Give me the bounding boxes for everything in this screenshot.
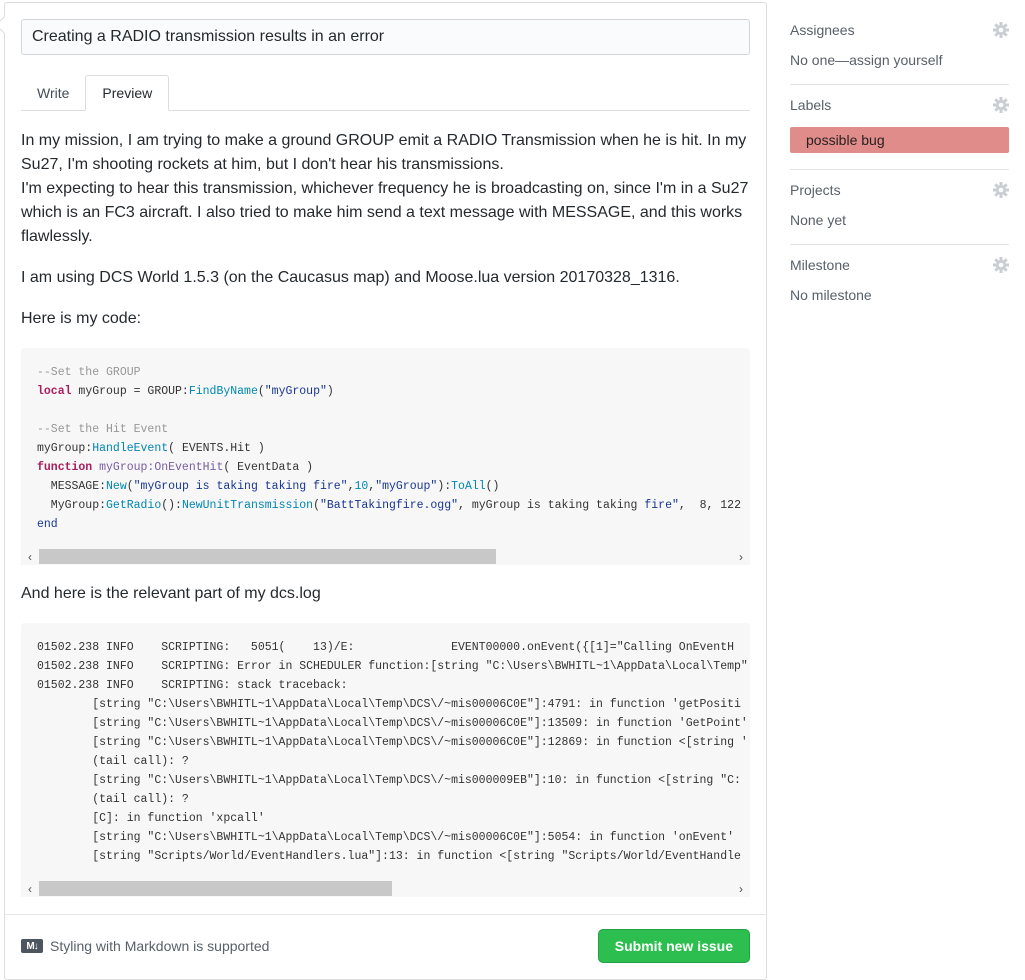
sidebar-section-projects	[790, 170, 1009, 245]
assignees-title: Assignees	[790, 22, 855, 38]
issue-form-footer	[5, 914, 766, 963]
log-block-hscrollbar	[21, 880, 750, 897]
scroll-right-icon[interactable]: ›	[732, 880, 750, 897]
preview-rendered-body	[21, 111, 750, 897]
scroll-right-icon[interactable]: ›	[732, 548, 750, 565]
code-scrollbar-thumb[interactable]	[39, 549, 496, 564]
labels-title: Labels	[790, 97, 832, 113]
code-block	[21, 348, 750, 565]
sidebar-section-assignees	[790, 10, 1009, 85]
sidebar-section-milestone	[790, 245, 1009, 319]
issue-body-intro: In my mission, I am trying to make a ground GROUP emit a RADIO Transmission when he is hit. In my Su27, I'm shooting rockets at him, but I don't hear his transmissions. I'm expecting to hear this transmission, whichever frequency he is broadcasting on, since I'm in a Su27 which is an FC3 aircraft. I also tried to make him send a text message with MESSAGE, and this works flawlessly.	[21, 132, 749, 245]
write-preview-tabnav	[21, 75, 750, 111]
submit-new-issue-button[interactable]: Submit new issue	[598, 929, 750, 963]
gear-icon[interactable]	[993, 97, 1009, 113]
code-scrollbar-track[interactable]	[39, 548, 732, 565]
code-block-code: --Set the GROUP local myGroup = GROUP:FindByName("myGroup") --Set the Hit Event myGroup:HandleEvent( EVENTS.Hit ) function myGroup:OnEventHit( EventData ) MESSAGE:New("myGroup is taking taking fire",10,"myGroup"):ToAll() MyGroup:GetRadio():NewUnitTransmission("BattTakingfire.ogg", myGroup is taking taking fire", 8, 122 end	[37, 366, 741, 531]
gear-icon[interactable]	[993, 22, 1009, 38]
assignees-value[interactable]: No one—assign yourself	[790, 52, 943, 68]
gear-icon[interactable]	[993, 257, 1009, 273]
issue-title-input[interactable]	[21, 19, 750, 55]
tab-preview[interactable]: Preview	[85, 75, 169, 111]
scroll-left-icon[interactable]: ‹	[21, 548, 39, 565]
sidebar-section-labels	[790, 85, 1009, 170]
milestone-value: No milestone	[790, 287, 872, 303]
log-scrollbar-track[interactable]	[39, 880, 732, 897]
label-possible-bug[interactable]: possible bug	[790, 127, 1009, 153]
comment-box-caret	[0, 17, 12, 34]
log-block-code: 01502.238 INFO SCRIPTING: 5051( 13)/E: EVENT00000.onEvent({[1]="Calling OnEventH 01502.238 INFO SCRIPTING: Error in SCHEDULER function:[string "C:\Users\BWHITL~1\AppData\Local\Temp" 01502.238 INFO SCRIPTING: stack traceback: [string "C:\Users\BWHITL~1\AppData\Local\Temp\DCS\/~mis00006C0E"]:4791: in function 'getPositi [string "C:\Users\BWHITL~1\AppData\Local\Temp\DCS\/~mis00006C0E"]:13509: in function 'GetPoint' [string "C:\Users\BWHITL~1\AppData\Local\Temp\DCS\/~mis00006C0E"]:12869: in function <[string ' (tail call): ? [string "C:\Users\BWHITL~1\AppData\Local\Temp\DCS\/~mis000009EB"]:10: in function <[string "C: (tail call): ? [C]: in function 'xpcall' [string "C:\Users\BWHITL~1\AppData\Local\Temp\DCS\/~mis00006C0E"]:5054: in function 'onEvent' [string "Scripts/World/EventHandlers.lua"]:13: in function <[string "Scripts/World/EventHandle	[37, 641, 748, 863]
log-block	[21, 623, 750, 897]
markdown-icon: M↓	[21, 939, 43, 953]
tab-write[interactable]: Write	[37, 85, 70, 101]
issue-sidebar	[790, 10, 1009, 319]
code-block-hscrollbar	[21, 548, 750, 565]
projects-value: None yet	[790, 212, 847, 228]
projects-title: Projects	[790, 182, 841, 198]
issue-body-log-intro: And here is the relevant part of my dcs.log	[21, 585, 321, 602]
issue-body-code-intro: Here is my code:	[21, 310, 142, 327]
new-issue-form	[4, 2, 767, 980]
markdown-hint-text: Styling with Markdown is supported	[50, 938, 270, 954]
log-scrollbar-thumb[interactable]	[39, 881, 392, 896]
scroll-left-icon[interactable]: ‹	[21, 880, 39, 897]
issue-body-versions: I am using DCS World 1.5.3 (on the Caucasus map) and Moose.lua version 20170328_1316.	[21, 269, 680, 286]
milestone-title: Milestone	[790, 257, 850, 273]
markdown-hint[interactable]	[21, 938, 269, 954]
gear-icon[interactable]	[993, 182, 1009, 198]
